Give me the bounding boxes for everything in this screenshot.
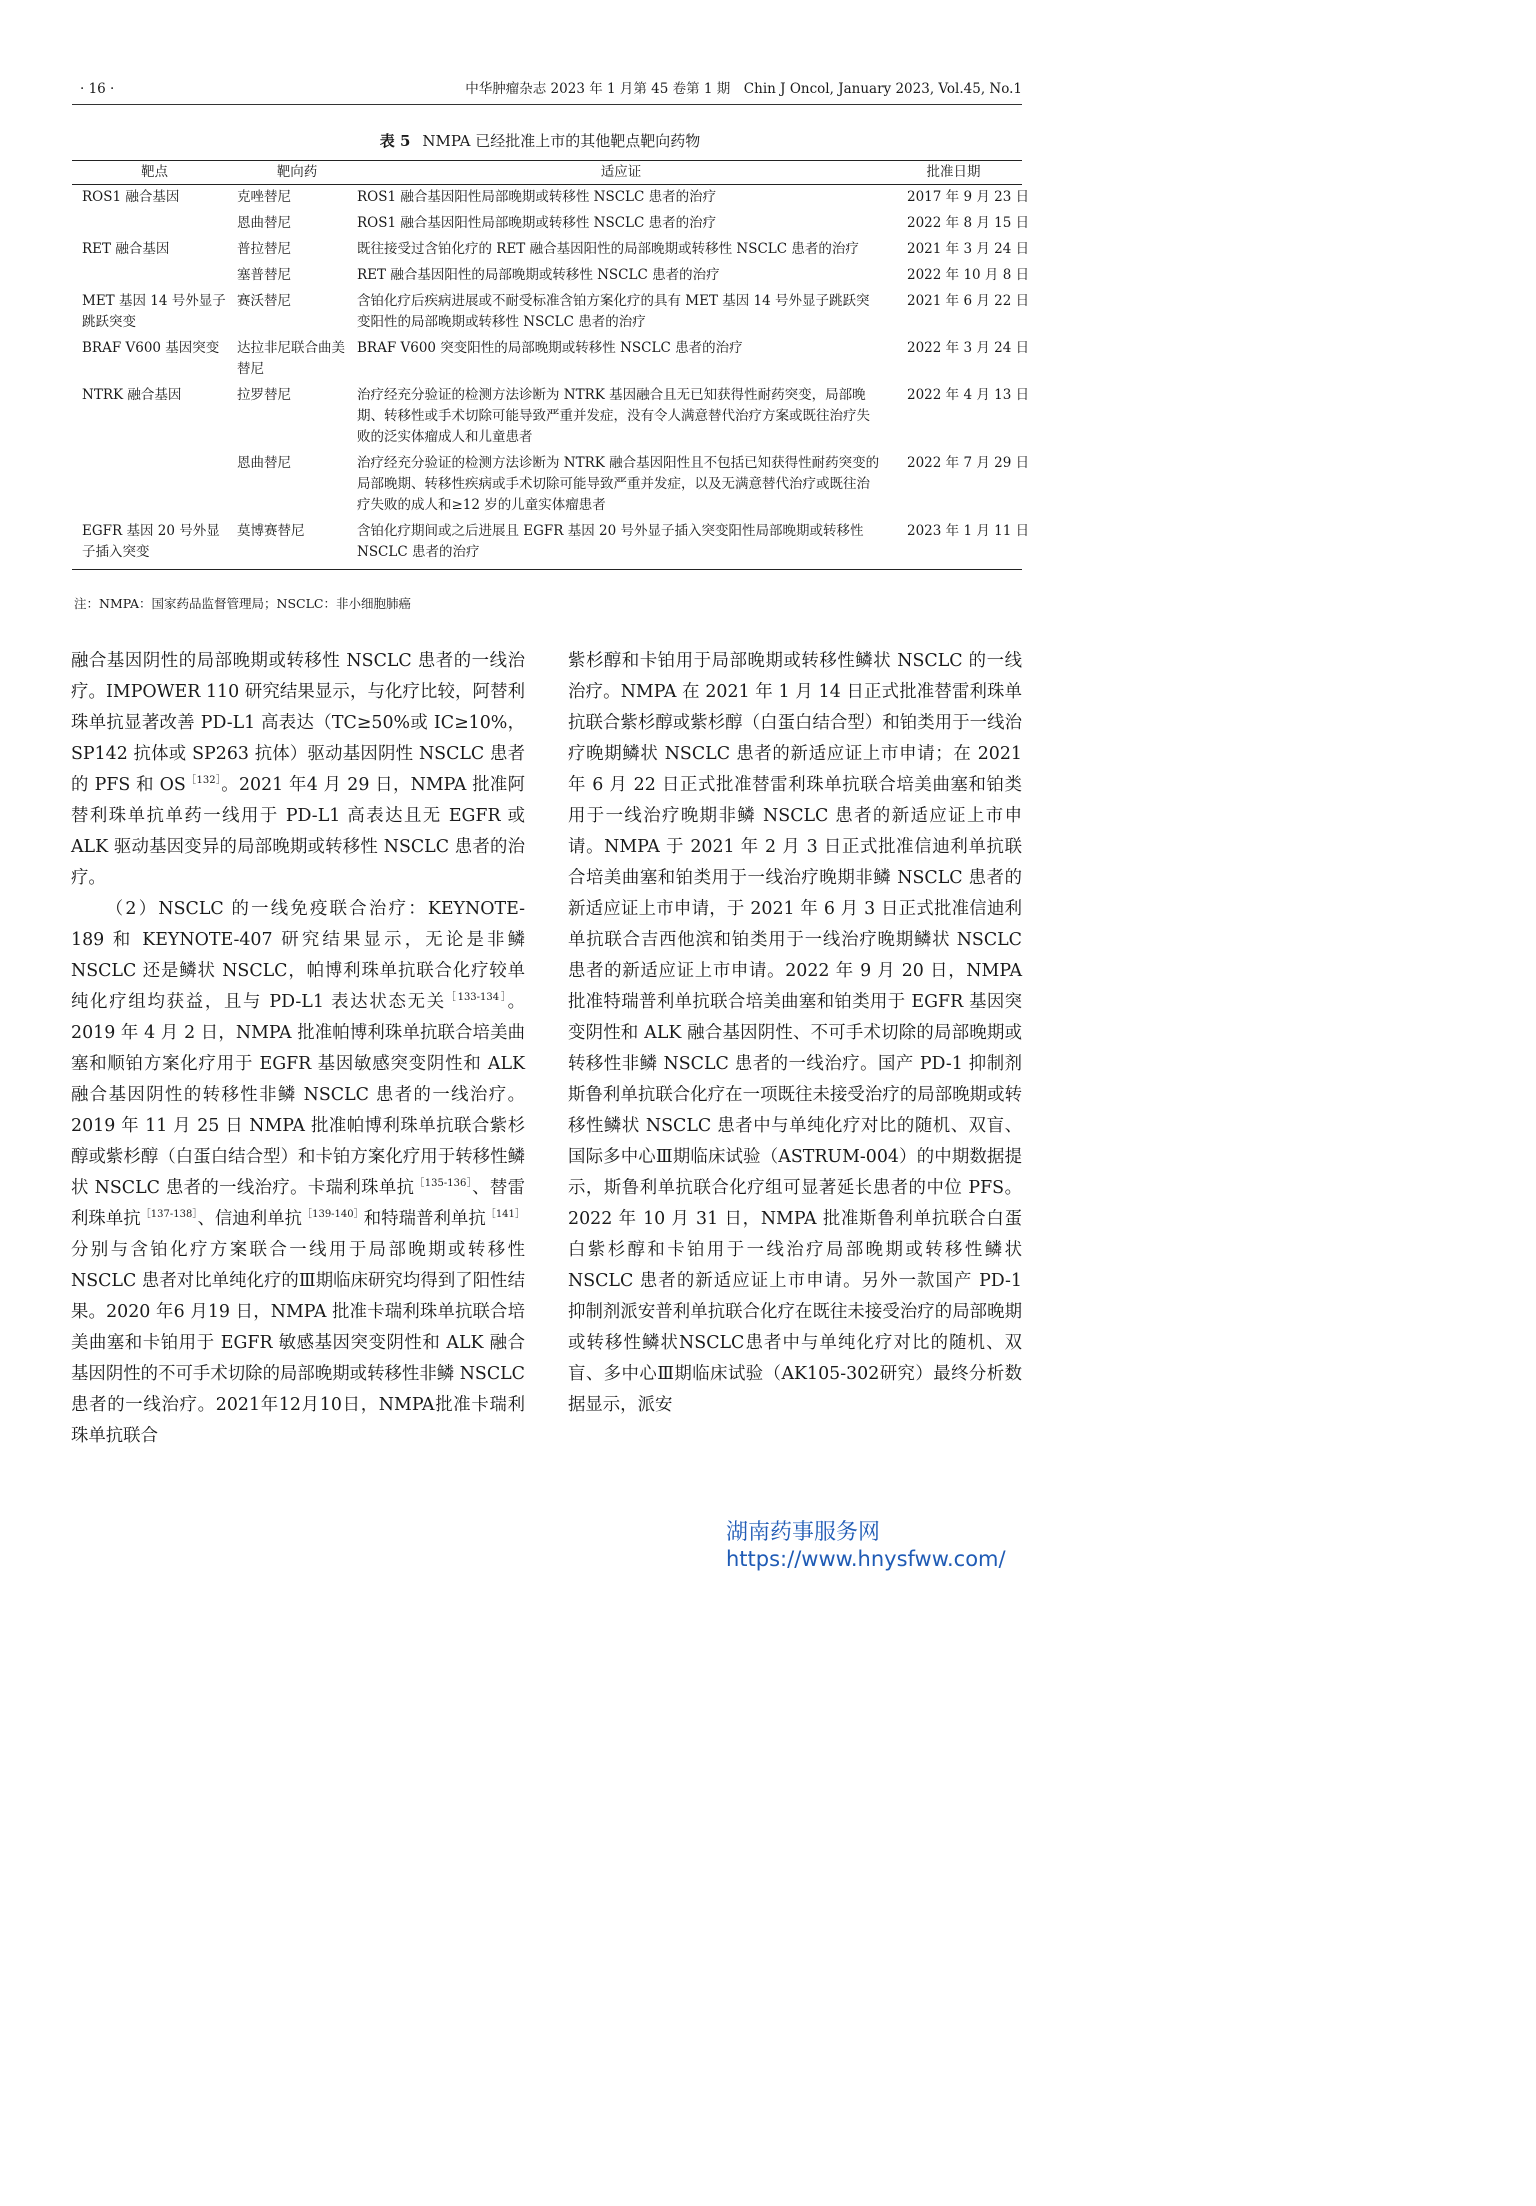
cell-target [72, 263, 237, 289]
table-body [72, 185, 1030, 570]
cell-indication: BRAF V600 突变阳性的局部晚期或转移性 NSCLC 患者的治疗 [357, 340, 743, 356]
cell-indication: RET 融合基因阳性的局部晚期或转移性 NSCLC 患者的治疗 [357, 267, 720, 283]
journal-citation: 中华肿瘤杂志 2023 年 1 月第 45 卷第 1 期 Chin J Oncol, January 2023, Vol.45, No.1 [465, 81, 1022, 97]
cell-date: 2021 年 3 月 24 日 [907, 241, 1030, 257]
col-header-drug: 靶向药 [237, 161, 357, 185]
body-paragraph [71, 646, 525, 894]
paragraph-text: 融合基因阴性的局部晚期或转移性 NSCLC 患者的一线治疗。IMPOWER 110 研究结果显示，与化疗比较，阿替利珠单抗显著改善 PD-L1 高表达（TC≥50%或 IC≥10%，SP142 抗体或 SP263 抗体）驱动基因阴性 NSCLC 患者的 PFS 和 OS [71, 651, 525, 795]
col-header-target: 靶点 [72, 161, 237, 185]
cell-date: 2022 年 10 月 8 日 [907, 267, 1030, 283]
paragraph-text: 。2021 年4 月 29 日，NMPA 批准阿替利珠单抗单药一线用于 PD-L1 高表达且无 EGFR 或 ALK 驱动基因变异的局部晚期或转移性 NSCLC 患者的治疗。 [71, 775, 526, 888]
cell-drug: 赛沃替尼 [237, 293, 291, 309]
paragraph-text: 、替雷利珠单抗 [71, 1178, 525, 1229]
table-row [72, 263, 1022, 289]
cell-drug: 塞普替尼 [237, 267, 291, 283]
table-row [72, 336, 1022, 383]
cell-date: 2021 年 6 月 22 日 [907, 293, 1030, 309]
cell-date: 2022 年 4 月 13 日 [907, 387, 1030, 403]
cell-target: ROS1 融合基因 [82, 189, 180, 205]
paragraph-text: （2）NSCLC 的一线免疫联合治疗：KEYNOTE-189 和 KEYNOTE-407 研究结果显示，无论是非鳞 NSCLC 还是鳞状 NSCLC，帕博利珠单抗联合化疗较单纯化疗组均获益，且与 PD-L1 表达状态无关 [71, 899, 525, 1012]
body-paragraph [71, 894, 525, 1452]
body-column-right [568, 646, 1022, 1421]
watermark [726, 1520, 1006, 1572]
cell-date: 2022 年 7 月 29 日 [907, 455, 1030, 471]
cell-drug: 恩曲替尼 [237, 455, 291, 471]
watermark-name: 湖南药事服务网 [726, 1520, 881, 1545]
table-row [72, 185, 1022, 212]
citation-ref: ［137-138］ [140, 1209, 198, 1220]
col-header-date: 批准日期 [885, 161, 1022, 185]
cell-drug: 恩曲替尼 [237, 215, 291, 231]
cell-indication: 治疗经充分验证的检测方法诊断为 NTRK 基因融合且无已知获得性耐药突变，局部晚期、转移性或手术切除可能导致严重并发症，没有令人满意替代治疗方案或既往治疗失败的泛实体瘤成人和儿童患者 [357, 387, 870, 445]
cell-drug: 克唑替尼 [237, 189, 291, 205]
citation-ref: ［133-134］ [445, 992, 508, 1003]
table-row [72, 237, 1022, 263]
table-row [72, 519, 1022, 570]
cell-date: 2023 年 1 月 11 日 [885, 519, 1022, 570]
cell-target: NTRK 融合基因 [82, 387, 182, 403]
cell-target: MET 基因 14 号外显子跳跃突变 [82, 293, 226, 330]
cell-target [72, 211, 237, 237]
paragraph-text: 紫杉醇和卡铂用于局部晚期或转移性鳞状 NSCLC 的一线治疗。NMPA 在 2021 年 1 月 14 日正式批准替雷利珠单抗联合紫杉醇或紫杉醇（白蛋白结合型）和铂类用于一线治疗晚期鳞状 NSCLC 患者的新适应证上市申请；在 2021 年 6 月 22 日正式批准替雷利珠单抗联合培美曲塞和铂类用于一线治疗晚期非鳞 NSCLC 患者的新适应证上市申请。NMPA 于 2021 年 2 月 3 日正式批准信迪利单抗联合培美曲塞和铂类用于一线治疗晚期非鳞 NSCLC 患者的新适应证上市申请，于 2021 年 6 月 3 日正式批准信迪利单抗联合吉西他滨和铂类用于一线治疗晚期鳞状 NSCLC 患者的新适应证上市申请。2022 年 9 月 20 日，NMPA 批准特瑞普利单抗联合培美曲塞和铂类用于 EGFR 基因突变阴性和 ALK 融合基因阴性、不可手术切除的局部晚期或转移性非鳞 NSCLC 患者的一线治疗。国产 PD-1 抑制剂斯鲁利单抗联合化疗在一项既往未接受治疗的局部晚期或转移性鳞状 NSCLC 患者中与单纯化疗对比的随机、双盲、国际多中心Ⅲ期临床试验（ASTRUM-004）的中期数据提示，斯鲁利单抗联合化疗组可显著延长患者的中位 PFS。2022 年 10 月 31 日，NMPA 批准斯鲁利单抗联合白蛋白紫杉醇和卡铂用于一线治疗局部晚期或转移性鳞状 NSCLC 患者的新适应证上市申请。另外一款国产 PD-1 抑制剂派安普利单抗联合化疗在既往未接受治疗的局部晚期或转移性鳞状NSCLC患者中与单纯化疗对比的随机、双盲、多中心Ⅲ期临床试验（AK105-302研究）最终分析数据显示，派安 [568, 651, 1022, 1415]
table-label: 表 5 [379, 132, 411, 150]
cell-target: BRAF V600 基因突变 [82, 340, 220, 356]
cell-indication: 含铂化疗期间或之后进展且 EGFR 基因 20 号外显子插入突变阳性局部晚期或转移性 NSCLC 患者的治疗 [357, 519, 885, 570]
paragraph-text: 分别与含铂化疗方案联合一线用于局部晚期或转移性 NSCLC 患者对比单纯化疗的Ⅲ期临床研究均得到了阳性结果。2020 年6 月19 日，NMPA 批准卡瑞利珠单抗联合培美曲塞和卡铂用于 EGFR 敏感基因突变阴性和 ALK 融合基因阴性的不可手术切除的局部晚期或转移性非鳞 NSCLC 患者的一线治疗。2021年12月10日，NMPA批准卡瑞利珠单抗联合 [71, 1240, 525, 1446]
cell-indication: ROS1 融合基因阳性局部晚期或转移性 NSCLC 患者的治疗 [357, 189, 717, 205]
table-row [72, 289, 1022, 336]
cell-target [72, 451, 237, 519]
cell-target: RET 融合基因 [82, 241, 170, 257]
running-header [72, 78, 1022, 105]
citation-ref: ［135-136］ [414, 1178, 473, 1189]
cell-date: 2017 年 9 月 23 日 [907, 189, 1030, 205]
paragraph-text: 和特瑞普利单抗 [363, 1209, 486, 1229]
cell-drug: 拉罗替尼 [237, 387, 291, 403]
citation-ref: ［139-140］ [302, 1209, 364, 1220]
cell-indication: ROS1 融合基因阳性局部晚期或转移性 NSCLC 患者的治疗 [357, 215, 717, 231]
table-row [72, 211, 1022, 237]
citation-ref: ［132］ [185, 775, 222, 786]
cell-drug: 达拉非尼联合曲美替尼 [237, 340, 345, 377]
table-title: NMPA 已经批准上市的其他靶点靶向药物 [422, 132, 701, 150]
cell-drug: 莫博赛替尼 [237, 519, 357, 570]
page-number: · 16 · [80, 81, 115, 97]
body-paragraph [568, 646, 1022, 1421]
body-column-left [71, 646, 525, 1452]
cell-target: EGFR 基因 20 号外显子插入突变 [72, 519, 237, 570]
cell-indication: 含铂化疗后疾病进展或不耐受标准含铂方案化疗的具有 MET 基因 14 号外显子跳跃突变阳性的局部晚期或转移性 NSCLC 患者的治疗 [357, 293, 870, 330]
table-row [72, 451, 1022, 519]
table-note: 注：NMPA：国家药品监督管理局；NSCLC：非小细胞肺癌 [74, 596, 411, 611]
drug-table [72, 160, 1030, 570]
col-header-indication: 适应证 [357, 161, 885, 185]
watermark-url: https://www.hnysfww.com/ [726, 1547, 1006, 1571]
cell-indication: 既往接受过含铂化疗的 RET 融合基因阳性的局部晚期或转移性 NSCLC 患者的治疗 [357, 241, 859, 257]
cell-date: 2022 年 8 月 15 日 [907, 215, 1030, 231]
table-row [72, 383, 1022, 451]
paragraph-text: 。2019 年 4 月 2 日，NMPA 批准帕博利珠单抗联合培美曲塞和顺铂方案化疗用于 EGFR 基因敏感突变阴性和 ALK 融合基因阴性的转移性非鳞 NSCLC 患者的一线治疗。2019 年 11 月 25 日 NMPA 批准帕博利珠单抗联合紫杉醇或紫杉醇（白蛋白结合型）和卡铂方案化疗用于转移性鳞状 NSCLC 患者的一线治疗。卡瑞利珠单抗 [71, 992, 525, 1198]
table-caption [0, 130, 1080, 152]
citation-ref: ［141］ [485, 1209, 525, 1220]
cell-date: 2022 年 3 月 24 日 [907, 340, 1030, 356]
cell-indication: 治疗经充分验证的检测方法诊断为 NTRK 融合基因阳性且不包括已知获得性耐药突变的局部晚期、转移性疾病或手术切除可能导致严重并发症，以及无满意替代治疗或既往治疗失败的成人和≥12 岁的儿童实体瘤患者 [357, 455, 880, 513]
table-header-row [72, 161, 1022, 185]
cell-drug: 普拉替尼 [237, 241, 291, 257]
paragraph-text: 、信迪利单抗 [197, 1209, 303, 1229]
